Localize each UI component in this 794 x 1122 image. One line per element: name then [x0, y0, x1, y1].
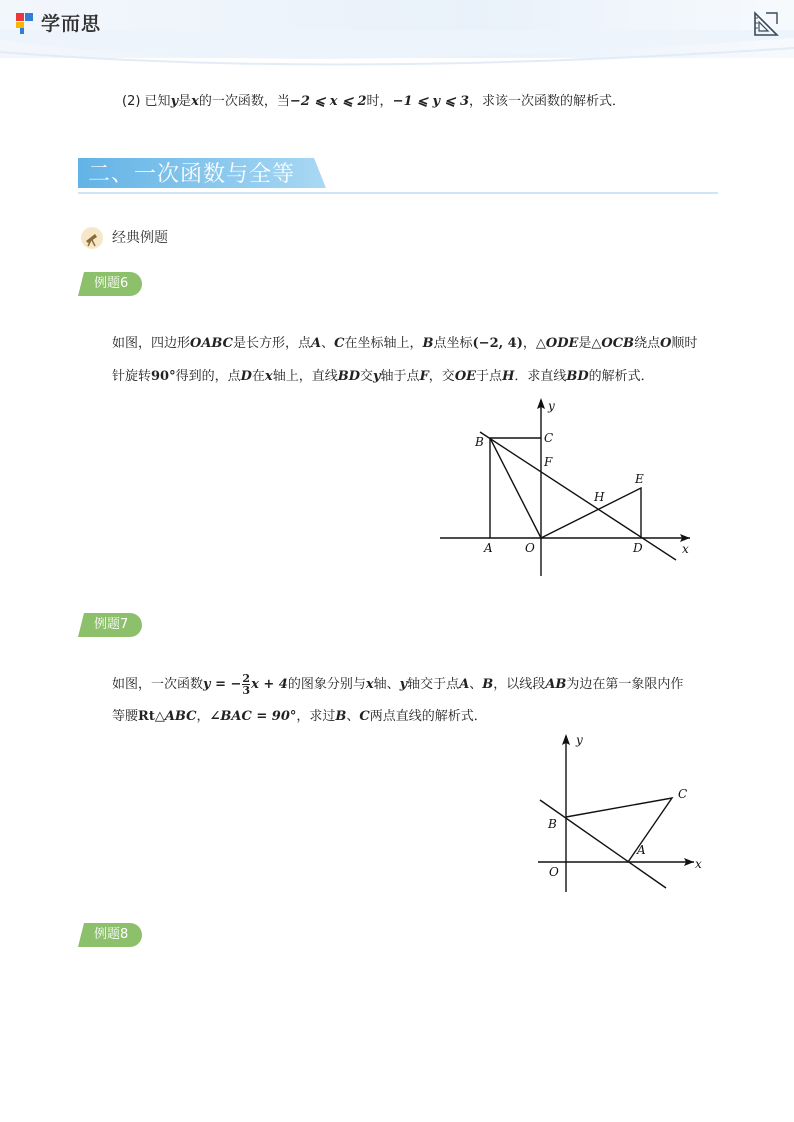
- label-d: D: [633, 541, 643, 555]
- example-7-figure: [530, 730, 720, 900]
- logo: [14, 8, 101, 36]
- example-6-line-1: 如图，四边形OABC是长方形，点A、C在坐标轴上，B点坐标(−2, 4)，△ODE是△OCB绕点O顺时: [112, 336, 698, 351]
- header-wave: [0, 30, 794, 70]
- logo-icon: [14, 9, 38, 35]
- fraction: $\frac{2}{3}$: [242, 672, 251, 697]
- label-y: y: [548, 399, 555, 413]
- example-8-badge: 例题8: [94, 927, 129, 942]
- label-e: E: [635, 472, 644, 486]
- line-ab: [540, 800, 666, 888]
- label-y: y: [576, 733, 583, 747]
- label-f: F: [544, 455, 553, 469]
- segment-ob: [490, 438, 541, 538]
- label-x: x: [695, 857, 702, 871]
- example-7-line-2: 等腰Rt△ABC，∠BAC = 90°，求过B、C两点直线的解析式．: [112, 709, 487, 724]
- example-6-line-2: 针旋转90°得到的，点D在x轴上，直线BD交y轴于点F，交OE于点H．求直线BD的解析式．: [112, 369, 654, 384]
- label-b: B: [548, 817, 557, 831]
- label-c: C: [544, 431, 554, 445]
- label-o: O: [525, 541, 535, 555]
- triangle-ode: [541, 488, 641, 538]
- label-b: B: [475, 435, 484, 449]
- example-7-badge: 例题7: [94, 617, 129, 632]
- label-a: A: [637, 843, 646, 857]
- example-6-figure: [436, 394, 696, 584]
- label-o: O: [549, 865, 559, 879]
- line-bd: [480, 432, 676, 560]
- label-a: A: [484, 541, 493, 555]
- logo-text: 学而思: [41, 12, 102, 35]
- label-c: C: [678, 787, 688, 801]
- label-h: H: [594, 490, 605, 504]
- ruler-triangle-icon: [752, 10, 780, 38]
- example-6-badge: 例题6: [94, 276, 129, 291]
- telescope-icon: [80, 226, 104, 250]
- label-x: x: [682, 542, 689, 556]
- category-label: 经典例题: [112, 230, 168, 246]
- example-7-line-1: 如图，一次函数y = − $\frac{2}{3}$ x + 4的图象分别与x轴、y轴交于点A、B，以线段AB为边在第一象限内作: [112, 672, 684, 697]
- section-title: 二、一次函数与全等: [88, 162, 296, 187]
- problem-2-text: (2) 已知y是x的一次函数，当−2 ⩽ x ⩽ 2时，−1 ⩽ y ⩽ 3，求该一次函数的解析式．: [122, 94, 626, 109]
